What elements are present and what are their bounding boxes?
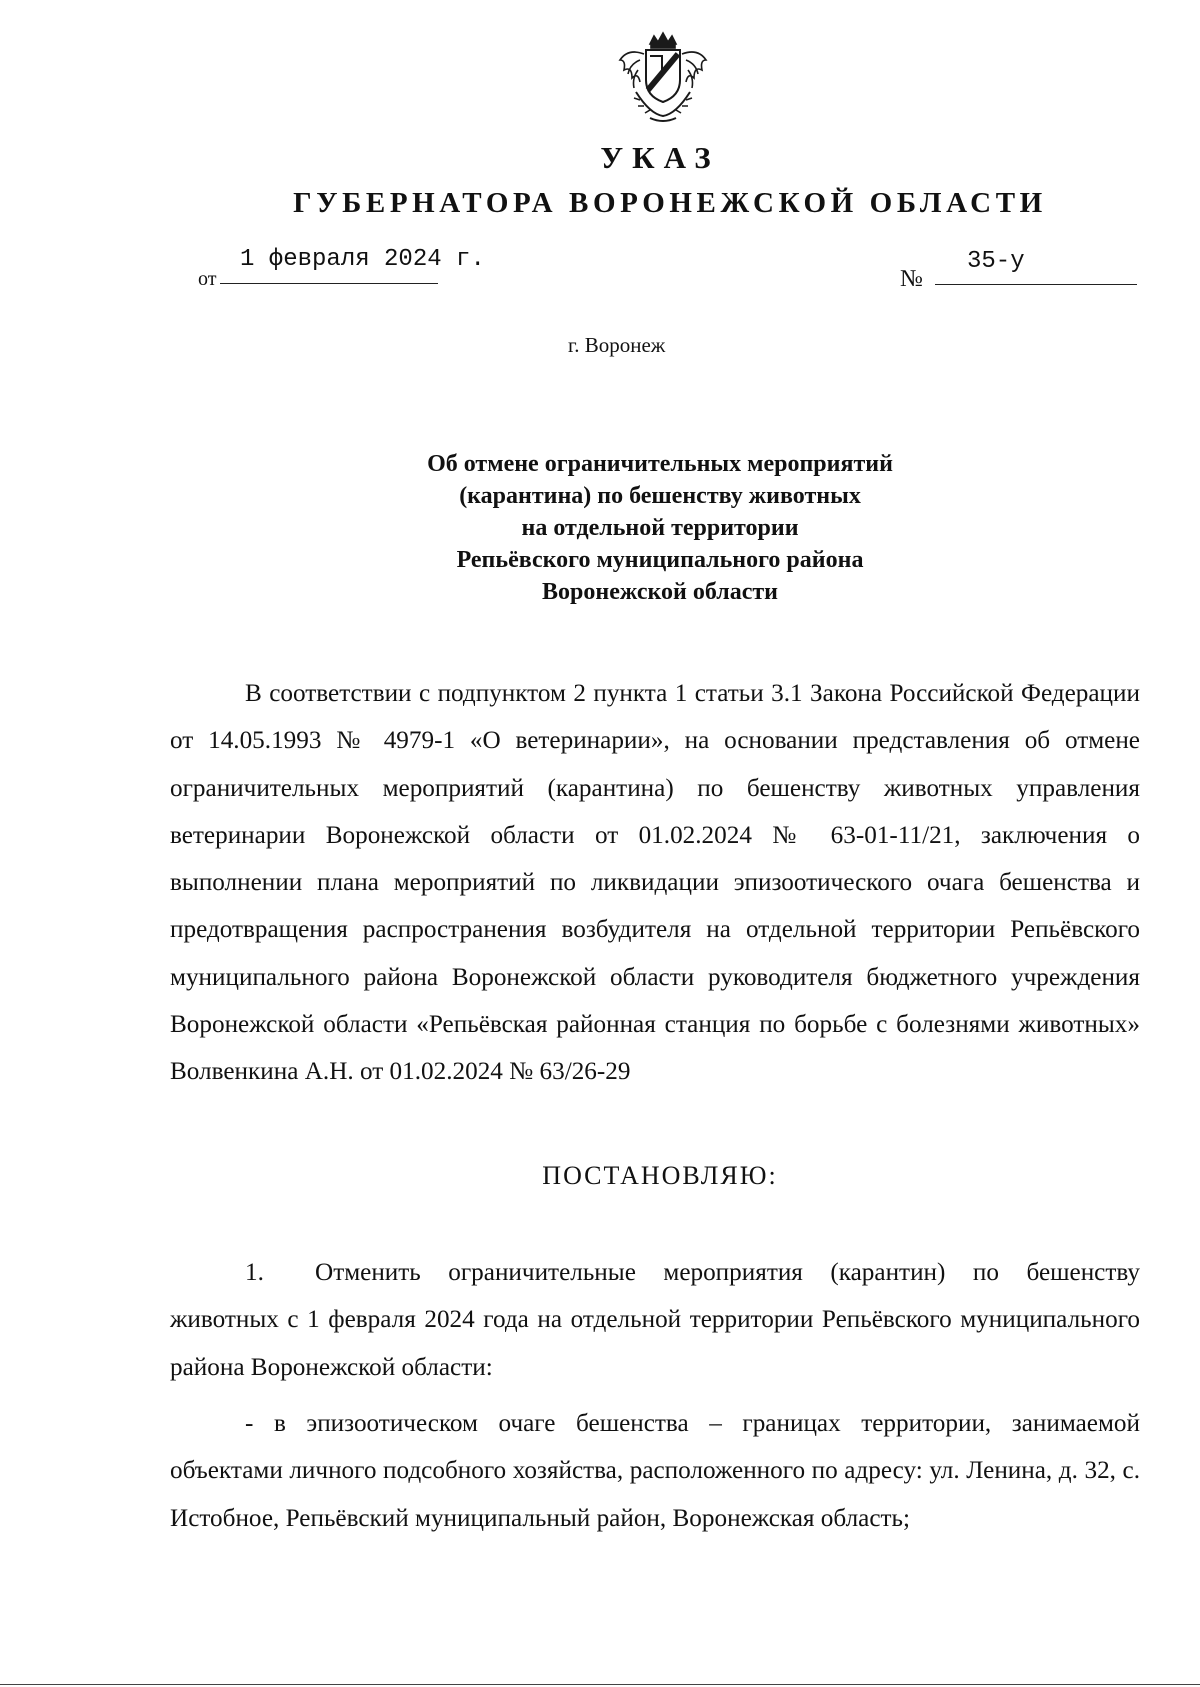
coat-of-arms-icon <box>610 30 716 126</box>
preamble-text: В соответствии с подпунктом 2 пункта 1 статьи 3.1 Закона Российской Федерации от 14.05.1993 № 4979-1 «О ветеринарии», на основании представления об отмене ограничительных мероприятий (карантина) по бешенству животных управления ветеринарии Воронежской области от 01.02.2024 № 63-01-11/21, заключения о выполнении плана мероприятий по ликвидации эпизоотического очага бешенства и предотвращения распространения возбудителя на отдельной территории Репьёвского муниципального района Воронежской области руководителя бюджетного учреждения Воронежской области «Репьёвская районная станция по борьбе с болезнями животных» Волвенкина А.Н. от 01.02.2024 № 63/26-29 <box>170 680 1140 1086</box>
item-1-text: Отменить ограничительные мероприятия (карантин) по бешенству животных с 1 февраля 2024 года на отдельной территории Репьёвского муниципального района Воронежской области: <box>170 1259 1140 1381</box>
number-value: 35-у <box>967 248 1025 275</box>
number-prefix: № <box>900 266 923 292</box>
preamble-paragraph <box>170 670 1140 1096</box>
item-1 <box>170 1249 1140 1391</box>
item-1-subitem-paragraph <box>170 1400 1140 1542</box>
document-subject <box>300 448 1020 608</box>
subject-line: (карантина) по бешенству животных <box>459 483 861 509</box>
date-prefix: от <box>198 268 217 290</box>
item-1-paragraph <box>170 1249 1140 1391</box>
subject-line: Воронежской области <box>542 579 778 605</box>
subject-line: Репьёвского муниципального района <box>456 547 864 573</box>
number-underline <box>935 248 1137 285</box>
document-title: УКАЗ <box>600 140 720 175</box>
decree-word: ПОСТАНОВЛЯЮ: <box>542 1161 778 1190</box>
subject-line: на отдельной территории <box>521 515 799 541</box>
city-name: г. Воронеж <box>568 333 666 357</box>
item-1-number: 1. <box>245 1259 264 1286</box>
item-1-subitem-text: - в эпизоотическом очаге бешенства – границах территории, занимаемой объектами личного подсобного хозяйства, расположенного по адресу: ул. Ленина, д. 32, с. Истобное, Репьёвский муниципальный район, Воронежская область; <box>170 1410 1140 1532</box>
page-bottom-rule <box>0 1684 1200 1685</box>
date-value: 1 февраля 2024 г. <box>240 246 485 273</box>
subject-line: Об отмене ограничительных мероприятий <box>427 451 893 477</box>
document-subtitle: ГУБЕРНАТОРА ВОРОНЕЖСКОЙ ОБЛАСТИ <box>293 187 1047 219</box>
